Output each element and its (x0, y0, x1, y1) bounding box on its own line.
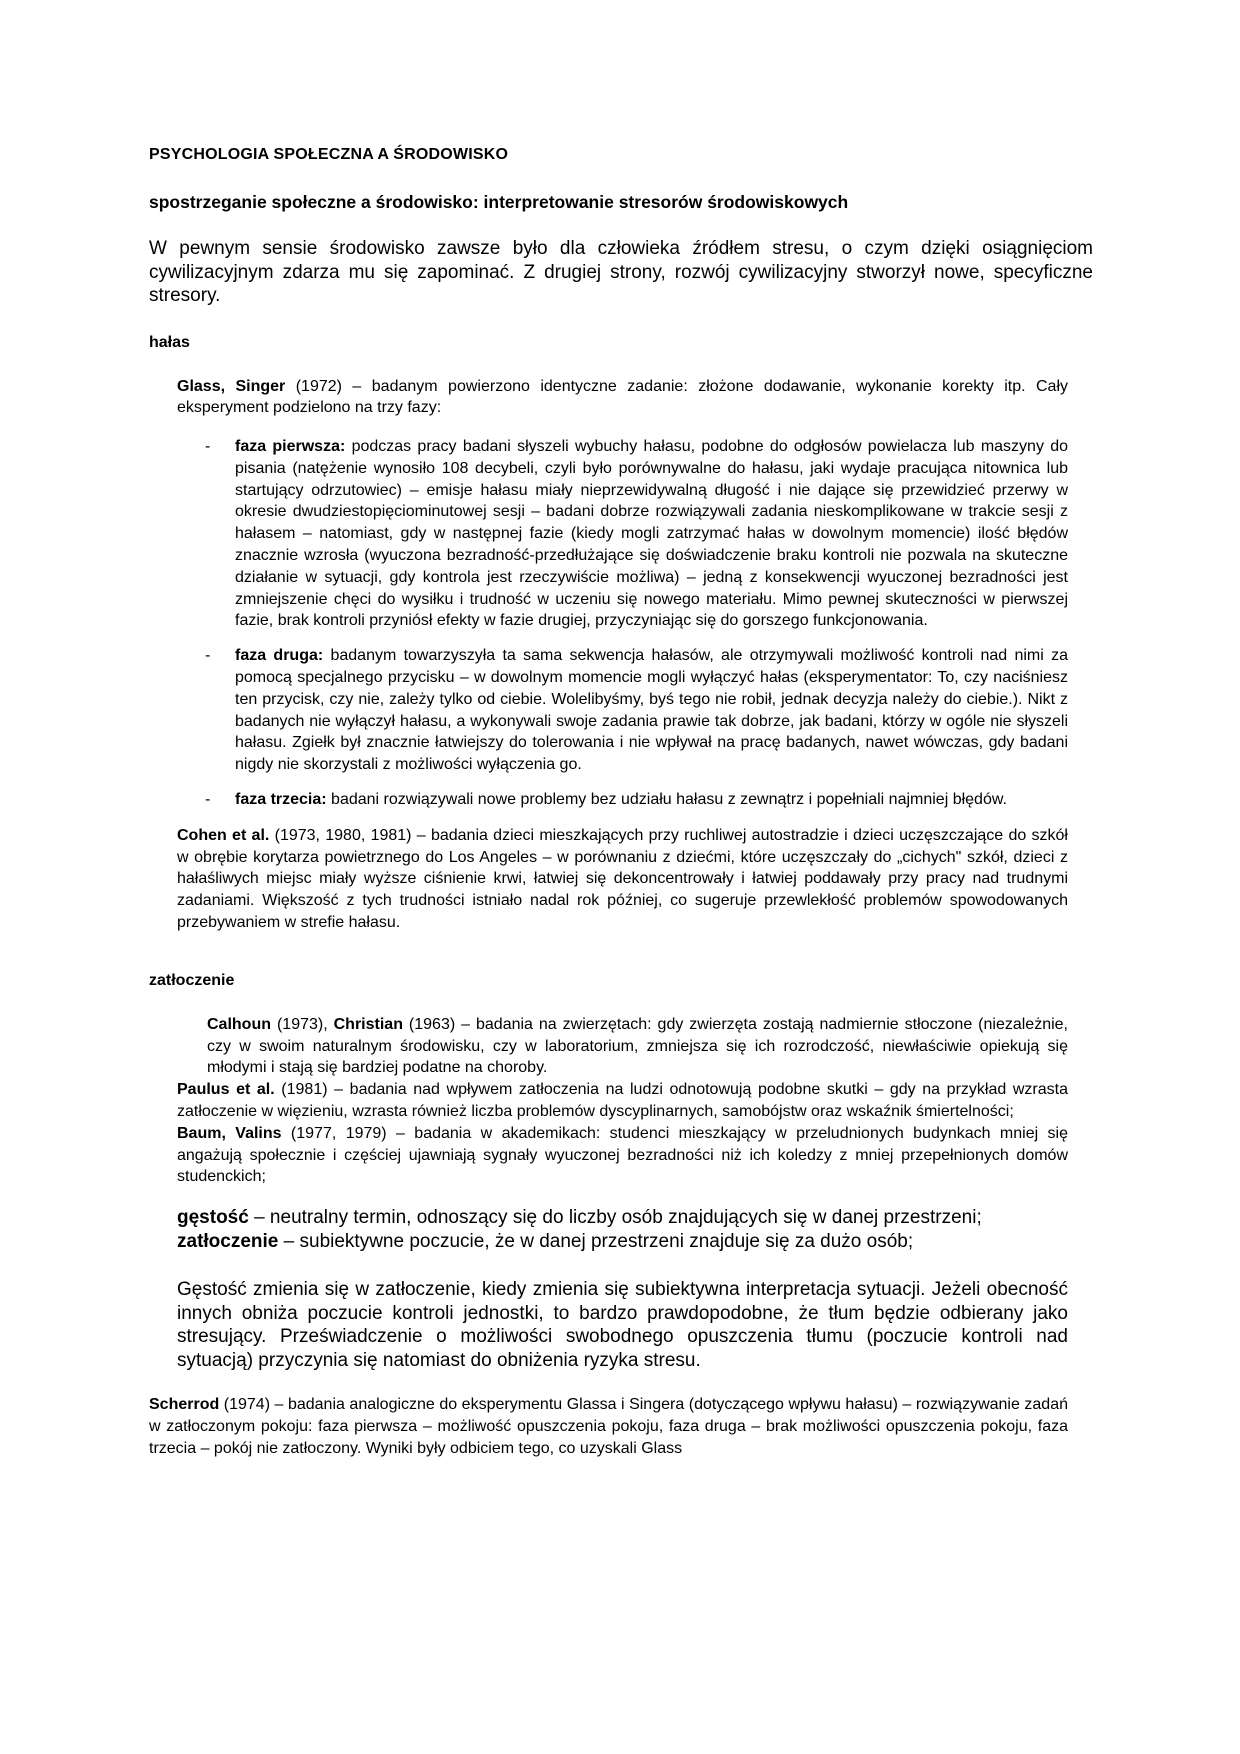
paulus-authors: Paulus et al. (177, 1081, 275, 1099)
christian-author: Christian (333, 1015, 403, 1033)
list-item-phase-2 (205, 645, 1068, 776)
section-spacer (149, 934, 1093, 972)
glass-singer-text: (1972) – badanym powierzono identyczne zadanie: złożone dodawanie, wykonanie korekty itp. Cały eksperyment podzielono na trzy fazy: (177, 377, 1069, 417)
definition-text: – subiektywne poczucie, że w danej przestrzeni znajduje się za dużo osób; (278, 1231, 914, 1253)
scherrod-paragraph (149, 1394, 1068, 1459)
cohen-paragraph (177, 825, 1068, 934)
glass-singer-paragraph (177, 376, 1068, 420)
definition-text: – neutralny termin, odnoszący się do liczby osób znajdujących się w danej przestrzeni; (248, 1207, 982, 1229)
phase-label: faza pierwsza: (235, 438, 346, 456)
section-heading-halas: hałas (149, 333, 190, 351)
list-bullet: - (205, 438, 211, 456)
list-bullet: - (205, 647, 211, 665)
document-page (149, 146, 1093, 1460)
scherrod-text: (1974) – badania analogiczne do eksperymentu Glassa i Singera (dotyczącego wpływu hałasu) – rozwiązywanie zadań w zatłoczonym pokoju: faza pierwsza – możliwość opuszczenia pokoju, faza druga – brak możliwości opuszczenia pokoju, faza trzecia – pokój nie zatłoczony. Wyniki były odbiciem tego, co uzyskali Glass (149, 1396, 1068, 1457)
phase-text: badanym towarzyszyła ta sama sekwencja hałasów, ale otrzymywali możliwość kontroli nad nimi za pomocą specjalnego przycisku – w dowolnym momencie mogli wyłączyć hałas (eksperymentator: To, czy naciśniesz ten przycisk, czy nie, zależy tylko od ciebie. Wolelibyśmy, byś tego nie robił, jednak decyzja należy do ciebie.). Nikt z badanych nie wyłączył hałasu, a wykonywali swoje zadania prawie tak dobrze, jak badani, którzy w ogóle nie słyszeli hałasu. Zgiełk był znacznie łatwiejszy do tolerowania i nie wpływał na pracę badanych, nawet wówczas, gdy badani nigdy nie skorzystali z możliwości wyłączenia go. (235, 647, 1068, 774)
baum-paragraph (177, 1123, 1068, 1188)
cohen-authors: Cohen et al. (177, 826, 270, 844)
definition-gestosc (177, 1206, 1093, 1230)
definition-term: gęstość (177, 1207, 249, 1229)
paulus-text: (1981) – badania nad wpływem zatłoczenia na ludzi odnotowują podobne skutki – gdy na przykład wzrasta zatłoczenie w więzieniu, wzrasta również liczba problemów dyscyplinarnych, samobójstw oraz wskaźnik śmiertelności; (177, 1081, 1068, 1121)
phase-label: faza druga: (235, 647, 324, 665)
list-item-phase-1 (205, 436, 1068, 632)
calhoun-paragraph (207, 1014, 1068, 1079)
document-title: PSYCHOLOGIA SPOŁECZNA A ŚRODOWISKO (149, 146, 509, 163)
list-item-phase-3 (205, 789, 1068, 811)
calhoun-text: (1963) – badania na zwierzętach: gdy zwierzęta zostają nadmiernie stłoczone (niezależnie, czy w swoim naturalnym środowisku, czy w laboratorium, zmniejsza się ich rozrodczość, niewłaściwie opiekują się młodymi i stają się bardziej podatne na choroby. (207, 1015, 1068, 1077)
section-heading-zatloczenie: zatłoczenie (149, 971, 235, 989)
paragraph-spacer (149, 1188, 1093, 1206)
definition-term: zatłoczenie (177, 1231, 279, 1253)
scherrod-author: Scherrod (149, 1396, 220, 1414)
phases-list (205, 436, 1068, 811)
baum-text: (1977, 1979) – badania w akademikach: studenci mieszkający w przeludnionych budynkach mniej się angażują społecznie i częściej ujawniają sygnały wyuczonej bezradności niż ich koledzy z mniej przepełnionych domów studenckich; (177, 1124, 1069, 1186)
list-bullet: - (205, 791, 211, 809)
baum-authors: Baum, Valins (177, 1124, 282, 1142)
paulus-paragraph (177, 1079, 1068, 1123)
intro-paragraph: W pewnym sensie środowisko zawsze było dla człowieka źródłem stresu, o czym dzięki osiągnięciom cywilizacyjnym zdarza mu się zapominać. Z drugiej strony, rozwój cywilizacyjny stworzył nowe, specyficzne stresory. (149, 238, 1093, 306)
document-subtitle: spostrzeganie społeczne a środowisko: interpretowanie stresorów środowiskowych (149, 192, 849, 212)
definition-zatloczenie (177, 1230, 1093, 1254)
glass-singer-authors: Glass, Singer (177, 377, 286, 395)
calhoun-year: (1973), (271, 1015, 334, 1033)
conclusion-paragraph: Gęstość zmienia się w zatłoczenie, kiedy zmienia się subiektywna interpretacja sytuacji. Jeżeli obecność innych obniża poczucie kontroli jednostki, to bardzo prawdopodobne, że tłum będzie odbierany jako stresujący. Przeświadczenie o możliwości swobodnego opuszczenia tłumu (poczucie kontroli nad sytuacją) przyczynia się natomiast do obniżenia ryzyka stresu. (177, 1279, 1068, 1371)
calhoun-author: Calhoun (207, 1015, 271, 1033)
phase-text: podczas pracy badani słyszeli wybuchy hałasu, podobne do odgłosów powielacza lub maszyny do pisania (natężenie wynosiło 108 decybeli, czyli było porównywalne do hałasu, jaki wydaje pracująca nitownica lub startujący odrzutowiec) – emisje hałasu miały nieprzewidywalną długość i nie dające się przewidzieć przerwy w okresie dwudziestopięciominutowej sesji – badani dobrze rozwiązywali zadania nieskomplikowane w trakcie sesji z hałasem – natomiast, gdy w następnej fazie (kiedy mogli zatrzymać hałas w dowolnym momencie) ilość błędów znacznie wzrosła (wyuczona bezradność-przedłużające się doświadczenie braku kontroli nie pozwala na skuteczne działanie w sytuacji, gdy kontrola jest rzeczywiście możliwa) – jedną z konsekwencji wyuczonej bezradności jest zmniejszenie chęci do wysiłku i trudność w uczeniu się nowego materiału. Mimo pewnej skuteczności w pierwszej fazie, brak kontroli przyniósł efekty w fazie drugiej, przyczyniając się do gorszego funkcjonowania. (235, 438, 1069, 630)
phase-text: badani rozwiązywali nowe problemy bez udziału hałasu z zewnątrz i popełniali najmniej błędów. (326, 791, 1007, 809)
phase-label: faza trzecia: (235, 791, 327, 809)
cohen-text: (1973, 1980, 1981) – badania dzieci mieszkających przy ruchliwej autostradzie i dzieci uczęszczające do szkół w obrębie korytarza powietrznego do Los Angeles – w porównaniu z dziećmi, które uczęszczały do „cichych" szkół, dzieci z hałaśliwych miejsc miały wyższe ciśnienie krwi, łatwiej się dekoncentrowały i łatwiej poddawały przy pracy nad trudnymi zadaniami. Większość z tych trudności istniało nadal rok później, co sugeruje przewlekłość problemów spowodowanych przebywaniem w strefie hałasu. (177, 826, 1068, 932)
